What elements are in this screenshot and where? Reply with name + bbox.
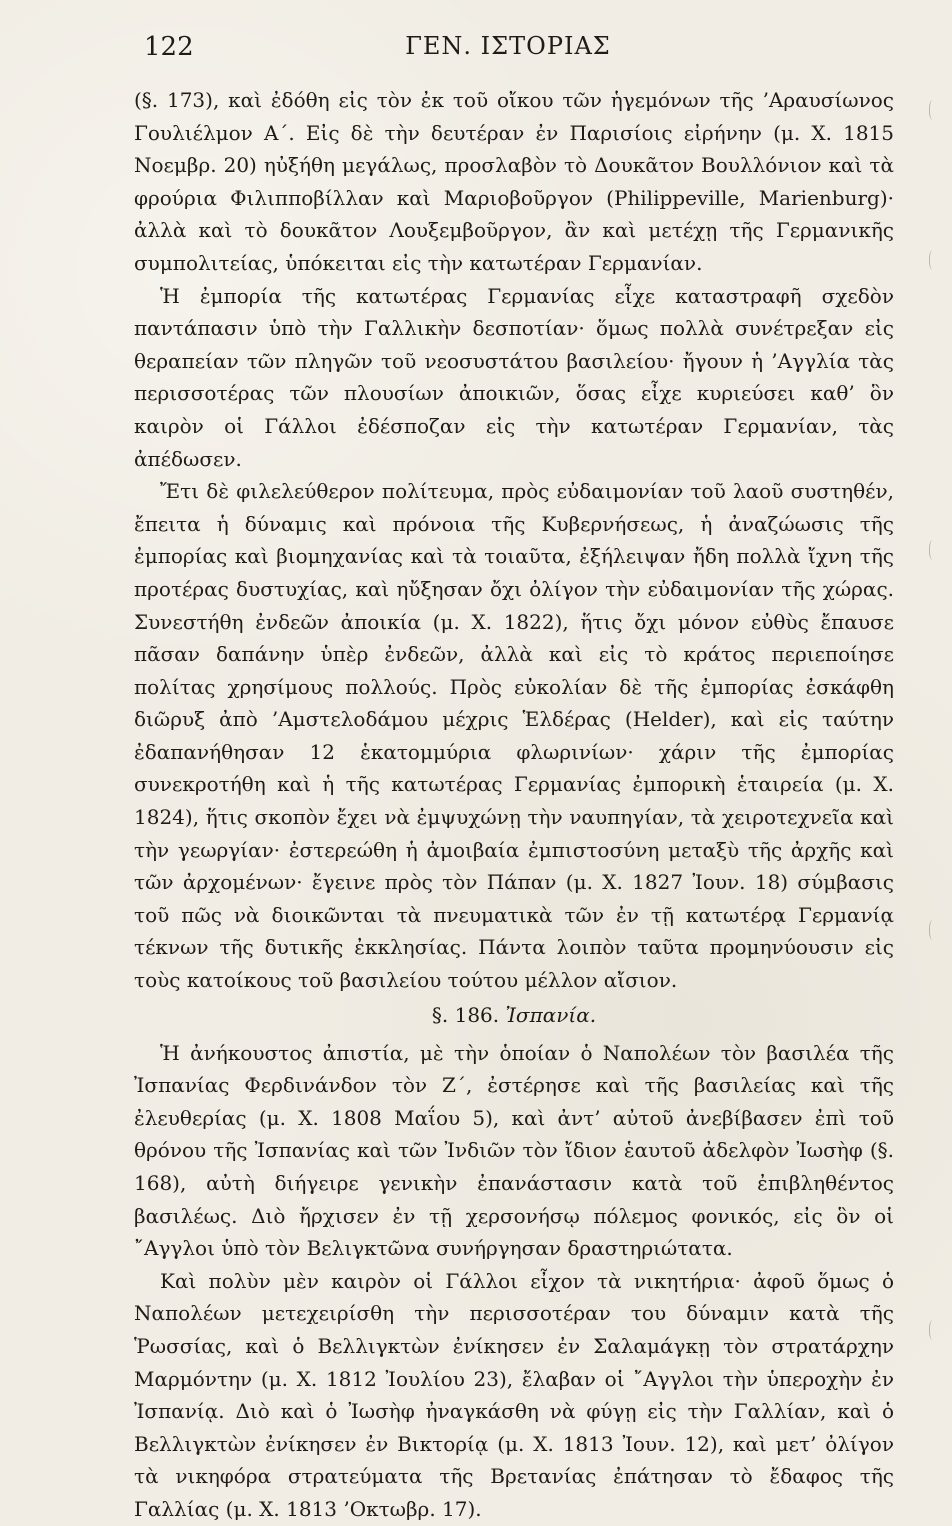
section-heading <box>134 999 894 1031</box>
page-body <box>134 84 894 1526</box>
paragraph: Ἡ ἐμπορία τῆς κατωτέρας Γερμανίας εἶχε καταστραφῆ σχεδὸν παντάπασιν ὑπὸ τὴν Γαλλικὴν δεσποτίαν· ὅμως πολλὰ συνέτρεξαν εἰς θεραπείαν τῶν πληγῶν τοῦ νεοσυστάτου βασιλείου· ἤγουν ἡ ’Αγγλία τὰς περισσοτέρας τῶν πλουσίων ἀποικιῶν, ὅσας εἶχε κυριεύσει καθ’ ὃν καιρὸν οἱ Γάλλοι ἐδέσποζαν εἰς τὴν κατωτέραν Γερμανίαν, τὰς ἀπέδωσεν. <box>134 283 894 471</box>
section-number: §. 186. <box>431 1002 500 1027</box>
margin-mark <box>929 1320 938 1340</box>
running-title: ΓΕΝ. ΙΣΤΟΡΙΑΣ <box>405 32 611 60</box>
margin-mark <box>929 540 938 560</box>
margin-mark <box>929 920 938 940</box>
paragraph: Ἔτι δὲ φιλελεύθερον πολίτευμα, πρὸς εὐδαιμονίαν τοῦ λαοῦ συστηθέν, ἔπειτα ἡ δύναμις καὶ πρόνοια τῆς Κυβερνήσεως, ἡ ἀναζώωσις τῆς ἐμπορίας καὶ βιομηχανίας καὶ τὰ τοιαῦτα, ἐξήλειψαν ἤδη πολλὰ ἴχνη τῆς προτέρας δυστυχίας, καὶ ηὔξησαν ὄχι ὀλίγον τὴν εὐδαιμονίαν τῆς χώρας. Συνεστήθη ἐνδεῶν ἀποικία (μ. Χ. 1822), ἥτις ὄχι μόνον εὐθὺς ἔπαυσε πᾶσαν δαπάνην ὑπὲρ ἐνδεῶν, ἀλλὰ καὶ εἰς τὸ κράτος περιεποίησε πολίτας χρησίμους πολλούς. Πρὸς εὐκολίαν δὲ τῆς ἐμπορίας ἐσκάφθη διῶρυξ ἀπὸ ’Αμστελοδάμου μέχρις Ἑλδέρας (Helder), καὶ εἰς ταύτην ἐδαπανήθησαν 12 ἑκατομμύρια φλωρινίων· χάριν τῆς ἐμπορίας συνεκροτήθη καὶ ἡ τῆς κατωτέρας Γερμανίας ἐμπορικὴ ἑταιρεία (μ. Χ. 1824), ἥτις σκοπὸν ἔχει νὰ ἐμψυχώνῃ τὴν ναυπηγίαν, τὰ χειροτεχνεῖα καὶ τὴν γεωργίαν· ἐστερεώθη ἡ ἀμοιβαία ἐμπιστοσύνη μεταξὺ τῆς ἀρχῆς καὶ τῶν ἀρχομένων· ἔγεινε πρὸς τὸν Πάπαν (μ. Χ. 1827 Ἰουν. 18) σύμβασις τοῦ πῶς νὰ διοικῶνται τὰ πνευματικὰ τῶν ἐν τῇ κατωτέρᾳ Γερμανίᾳ τέκνων τῆς δυτικῆς ἐκκλησίας. Πάντα λοιπὸν ταῦτα προμηνύουσιν εἰς τοὺς κατοίκους τοῦ βασιλείου τούτου μέλλον αἴσιον. <box>134 479 894 993</box>
paragraph: (§. 173), καὶ ἐδόθη εἰς τὸν ἐκ τοῦ οἴκου τῶν ἡγεμόνων τῆς ’Αραυσίωνος Γουλιέλμον Α΄. Εἰς δὲ τὴν δευτέραν ἐν Παρισίοις εἰρήνην (μ. Χ. 1815 Νοεμβρ. 20) ηὐξήθη μεγάλως, προσλαβὸν τὸ Δουκᾶτον Βουλλόνιον καὶ τὰ φρούρια Φιλιπποβίλλαν καὶ Μαριοβοῦργον (Philippeville, Marienburg)· ἀλλὰ καὶ τὸ δουκᾶτον Λουξεμβοῦργον, ἂν καὶ μετέχῃ τῆς Γερμανικῆς συμπολιτείας, ὑπόκειται εἰς τὴν κατωτέραν Γερμανίαν. <box>134 88 894 275</box>
page-number: 122 <box>144 32 194 62</box>
margin-mark <box>929 250 938 270</box>
paragraph: Καὶ πολὺν μὲν καιρὸν οἱ Γάλλοι εἶχον τὰ νικητήρια· ἀφοῦ ὅμως ὁ Ναπολέων μετεχειρίσθη τὴν περισσοτέραν του δύναμιν κατὰ τῆς Ῥωσσίας, καὶ ὁ Βελλιγκτὼν ἐνίκησεν ἐν Σαλαμάγκῃ τὸν στρατάρχην Μαρμόντην (μ. Χ. 1812 Ἰουλίου 23), ἔλαβαν οἱ ῎Αγγλοι τὴν ὑπεροχὴν ἐν Ἰσπανίᾳ. Διὸ καὶ ὁ Ἰωσὴφ ἠναγκάσθη νὰ φύγῃ εἰς τὴν Γαλλίαν, καὶ ὁ Βελλιγκτὼν ἐνίκησεν ἐν Βικτορίᾳ (μ. Χ. 1813 Ἰουν. 12), καὶ μετ’ ὀλίγον τὰ νικηφόρα στρατεύματα τῆς Βρετανίας ἐπάτησαν τὸ ἔδαφος τῆς Γαλλίας (μ. Χ. 1813 ’Οκτωβρ. 17). <box>134 1268 894 1521</box>
section-title: Ἰσπανία. <box>505 1002 597 1027</box>
margin-mark <box>929 100 938 120</box>
page-header <box>134 34 882 76</box>
paragraph: Ἡ ἀνήκουστος ἀπιστία, μὲ τὴν ὁποίαν ὁ Ναπολέων τὸν βασιλέα τῆς Ἰσπανίας Φερδινάνδον τὸν Ζ΄, ἐστέρησε καὶ τῆς βασιλείας καὶ τῆς ἐλευθερίας (μ. Χ. 1808 Μαΐου 5), καὶ ἀντ’ αὐτοῦ ἀνεβίβασεν ἐπὶ τοῦ θρόνου τῆς Ἰσπανίας καὶ τῶν Ἰνδιῶν τὸν ἴδιον ἑαυτοῦ ἀδελφὸν Ἰωσὴφ (§. 168), αὐτὴ διήγειρε γενικὴν ἐπανάστασιν κατὰ τοῦ ἐπιβληθέντος βασιλέως. Διὸ ἤρχισεν ἐν τῇ χερσονήσῳ πόλεμος φονικός, εἰς ὃν οἱ ῎Αγγλοι ὑπὸ τὸν Βελιγκτῶνα συνήργησαν δραστηριώτατα. <box>134 1040 894 1261</box>
